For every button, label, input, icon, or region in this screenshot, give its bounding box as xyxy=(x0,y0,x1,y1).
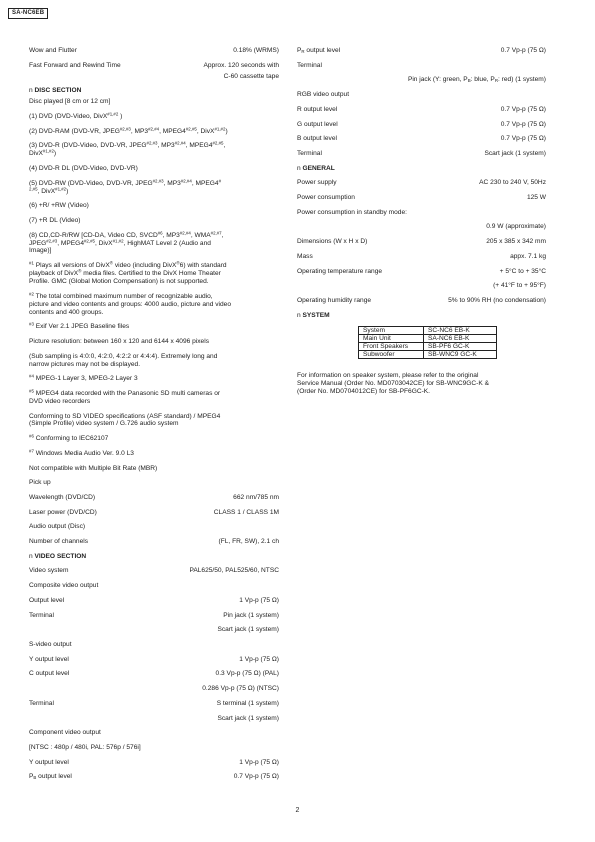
spec-row-comp-terminal: Terminal Pin jack (1 system) xyxy=(29,611,279,619)
disc-item-7: (7) +R DL (Video) xyxy=(29,216,81,224)
table-row: System SC-NC6 EB-K xyxy=(359,326,497,334)
terminal-label: Terminal xyxy=(297,61,322,69)
spec-row-s-c: C output level 0.3 Vp-p (75 Ω) (PAL) xyxy=(29,670,279,678)
table-row: Main Unit SA-NC6 EB-K xyxy=(359,334,497,342)
footnote-2: $^{\#2}$ The total combined maximum number of recognizable audio, picture and video contents and groups: 4000 audio, picture and video contents and 400 groups. xyxy=(29,291,231,316)
spec-value-continued: (+ 41°F to + 95°F) xyxy=(493,282,546,290)
pickup-heading: Pick up xyxy=(29,479,51,487)
spec-row-s-terminal: Terminal S terminal (1 system) xyxy=(29,699,279,707)
spec-row-wow-flutter xyxy=(29,47,279,55)
system-table xyxy=(358,326,497,360)
spec-row-r: R output level 0.7 Vp-p (75 Ω) xyxy=(297,105,546,113)
section-heading-general: n GENERAL xyxy=(297,164,335,172)
picture-resolution: Picture resolution: between 160 x 120 and 6144 x 4096 pixels xyxy=(29,337,209,345)
pin-jack-value: Pin jack (Y: green, $P_B$: blue, $P_R$: red) (1 system) xyxy=(407,76,546,84)
standby-value: 0.9 W (approximate) xyxy=(486,223,546,231)
section-heading-video: n VIDEO SECTION xyxy=(29,552,87,560)
spec-row-laser: Laser power (DVD/CD) CLASS 1 / CLASS 1M xyxy=(29,508,279,516)
footnote-6: $^{\#6}$ Conforming to IEC62107 xyxy=(29,433,109,443)
composite-heading: Composite video output xyxy=(29,582,99,590)
spec-row-rgb-terminal: Terminal Scart jack (1 system) xyxy=(297,149,546,157)
disc-item-1: (1) DVD (DVD-Video, DivX$^{\#1,\#2}$ ) xyxy=(29,111,123,120)
spec-label: Fast Forward and Rewind Time xyxy=(29,61,121,69)
disc-item-2: (2) DVD-RAM (DVD-VR, $JPEG^{\#2,\#3}$, $MP3^{\#2,\#4}$, $MPEG4^{\#2,\#5}$, DivX$^{\#1,\#2}$) xyxy=(29,126,228,135)
disc-item-8: (8) CD,CD-R/RW [CD-DA, Video CD, SVCD$^{\#6}$, $MP3^{\#2,\#4}$, $WMA^{\#2,\#7}$, $JPEG^{\#2,\#3}$, $MPEG4^{\#2,\#5}$, DivX$^{\#1,\#2}$, HighMAT Level 2 (Audio and Image)] xyxy=(29,230,224,255)
spec-row-g: G output level 0.7 Vp-p (75 Ω) xyxy=(297,120,546,128)
speaker-info-note: For information on speaker system, please refer to the original Service Manual (Order No. MD0703042CE) for SB-WNC9GC-K & (Order No. MD0704012CE) for SB-PF6GC-K. xyxy=(297,372,490,396)
spec-row-ffrw xyxy=(29,62,279,70)
footnote-3: $^{\#3}$ Exif Ver 2.1 JPEG Baseline files xyxy=(29,321,130,331)
component-formats: [NTSC : 480p / 480i, PAL: 576p / 576i] xyxy=(29,743,141,751)
spec-value: Approx. 120 seconds with xyxy=(203,61,279,69)
footnote-1: $^{\#1}$ Plays all versions of DivX® video (including DivX®6) with standard playback of DivX® media files. Certified to the DivX Home Theater Profile. GMC (Global Motion Compensation) is not supported. xyxy=(29,260,227,285)
mbr-note: Not compatible with Multiple Bit Rate (MBR) xyxy=(29,464,158,472)
svideo-heading: S-video output xyxy=(29,640,72,648)
footnote-7: $^{\#7}$ Windows Media Audio Ver. 9.0 L3 xyxy=(29,448,134,457)
model-tag: SA-NC6EB xyxy=(8,8,48,19)
disc-item-4: (4) DVD-R DL (DVD-Video, DVD-VR) xyxy=(29,164,138,172)
table-row: Subwoofer SB-WNC9 GC-K xyxy=(359,351,497,359)
spec-value-continued: C-60 cassette tape xyxy=(223,72,279,80)
spec-row-c-y: Y output level 1 Vp-p (75 Ω) xyxy=(29,758,279,766)
spec-row-pb: $P_B$ output level 0.7 Vp-p (75 Ω) xyxy=(29,773,279,781)
audio-output-heading: Audio output (Disc) xyxy=(29,523,86,531)
table-row: Front Speakers SB-PF6 GC-K xyxy=(359,342,497,350)
spec-value: 0.18% (WRMS) xyxy=(233,47,279,54)
spec-label: Wow and Flutter xyxy=(29,47,77,54)
left-column xyxy=(29,47,279,781)
sub-sampling: (Sub sampling is 4:0:0, 4:2:0, 4:2:2 or 4:4:4). Extremely long and narrow pictures may not be displayed. xyxy=(29,352,218,368)
spec-row-pr: $P_R$ output level 0.7 Vp-p (75 Ω) xyxy=(297,47,546,54)
spec-row-channels: Number of channels (FL, FR, SW), 2.1 ch xyxy=(29,538,279,546)
disc-played: Disc played [8 cm or 12 cm] xyxy=(29,98,111,106)
spec-row-mass: Mass appx. 7.1 kg xyxy=(297,252,546,260)
component-heading: Component video output xyxy=(29,729,101,737)
footnote-5: $^{\#5}$ MPEG4 data recorded with the Panasonic SD multi cameras or DVD video recorders xyxy=(29,388,221,405)
section-heading-system: n SYSTEM xyxy=(297,311,330,319)
spec-row-wavelength: Wavelength (DVD/CD) 662 nm/785 nm xyxy=(29,493,279,501)
spec-row-humidity: Operating humidity range 5% to 90% RH (no condensation) xyxy=(297,296,546,304)
standby-label: Power consumption in standby mode: xyxy=(297,208,407,216)
right-column xyxy=(297,47,546,396)
spec-row-dimensions: Dimensions (W x H x D) 205 x 385 x 342 mm xyxy=(297,238,546,246)
spec-value-continued: Scart jack (1 system) xyxy=(217,626,279,634)
disc-item-3: (3) DVD-R (DVD-Video, DVD-VR, $JPEG^{\#2,\#3}$, $MP3^{\#2,\#4}$, $MPEG4^{\#2,\#5}$, DivX$^{\#1,\#2}$) xyxy=(29,140,226,158)
page-number: 2 xyxy=(295,807,300,814)
spec-row-b: B output level 0.7 Vp-p (75 Ω) xyxy=(297,135,546,143)
spec-value-continued: Scart jack (1 system) xyxy=(217,714,279,722)
disc-item-5: (5) DVD-RW (DVD-Video, DVD-VR, $JPEG^{\#2,\#3}$, $MP3^{\#2,\#4}$, MPEG4# $^{2,\#5}$, DivX$^{\#1,\#2}$) xyxy=(29,178,222,195)
conforming-sd-video: Conforming to SD VIDEO specifications (ASF standard) / MPEG4 (Simple Profile) video system / G.726 audio system xyxy=(29,412,221,428)
spec-row-video-system: Video system PAL625/50, PAL525/60, NTSC xyxy=(29,567,279,575)
rgb-heading: RGB video output xyxy=(297,91,350,99)
spec-row-power-consumption: Power consumption 125 W xyxy=(297,194,546,202)
spec-value-continued: 0.286 Vp-p (75 Ω) (NTSC) xyxy=(202,685,279,693)
spec-row-temperature: Operating temperature range + 5°C to + 35°C xyxy=(297,267,546,275)
spec-row-s-y: Y output level 1 Vp-p (75 Ω) xyxy=(29,655,279,663)
spec-row-power-supply: Power supply AC 230 to 240 V, 50Hz xyxy=(297,179,546,187)
footnote-4: $^{\#4}$ MPEG-1 Layer 3, MPEG-2 Layer 3 xyxy=(29,373,138,383)
disc-item-6: (6) +R/ +RW (Video) xyxy=(29,202,89,210)
section-heading-disc: n DISC SECTION xyxy=(29,87,82,95)
spec-row-comp-output: Output level 1 Vp-p (75 Ω) xyxy=(29,596,279,604)
